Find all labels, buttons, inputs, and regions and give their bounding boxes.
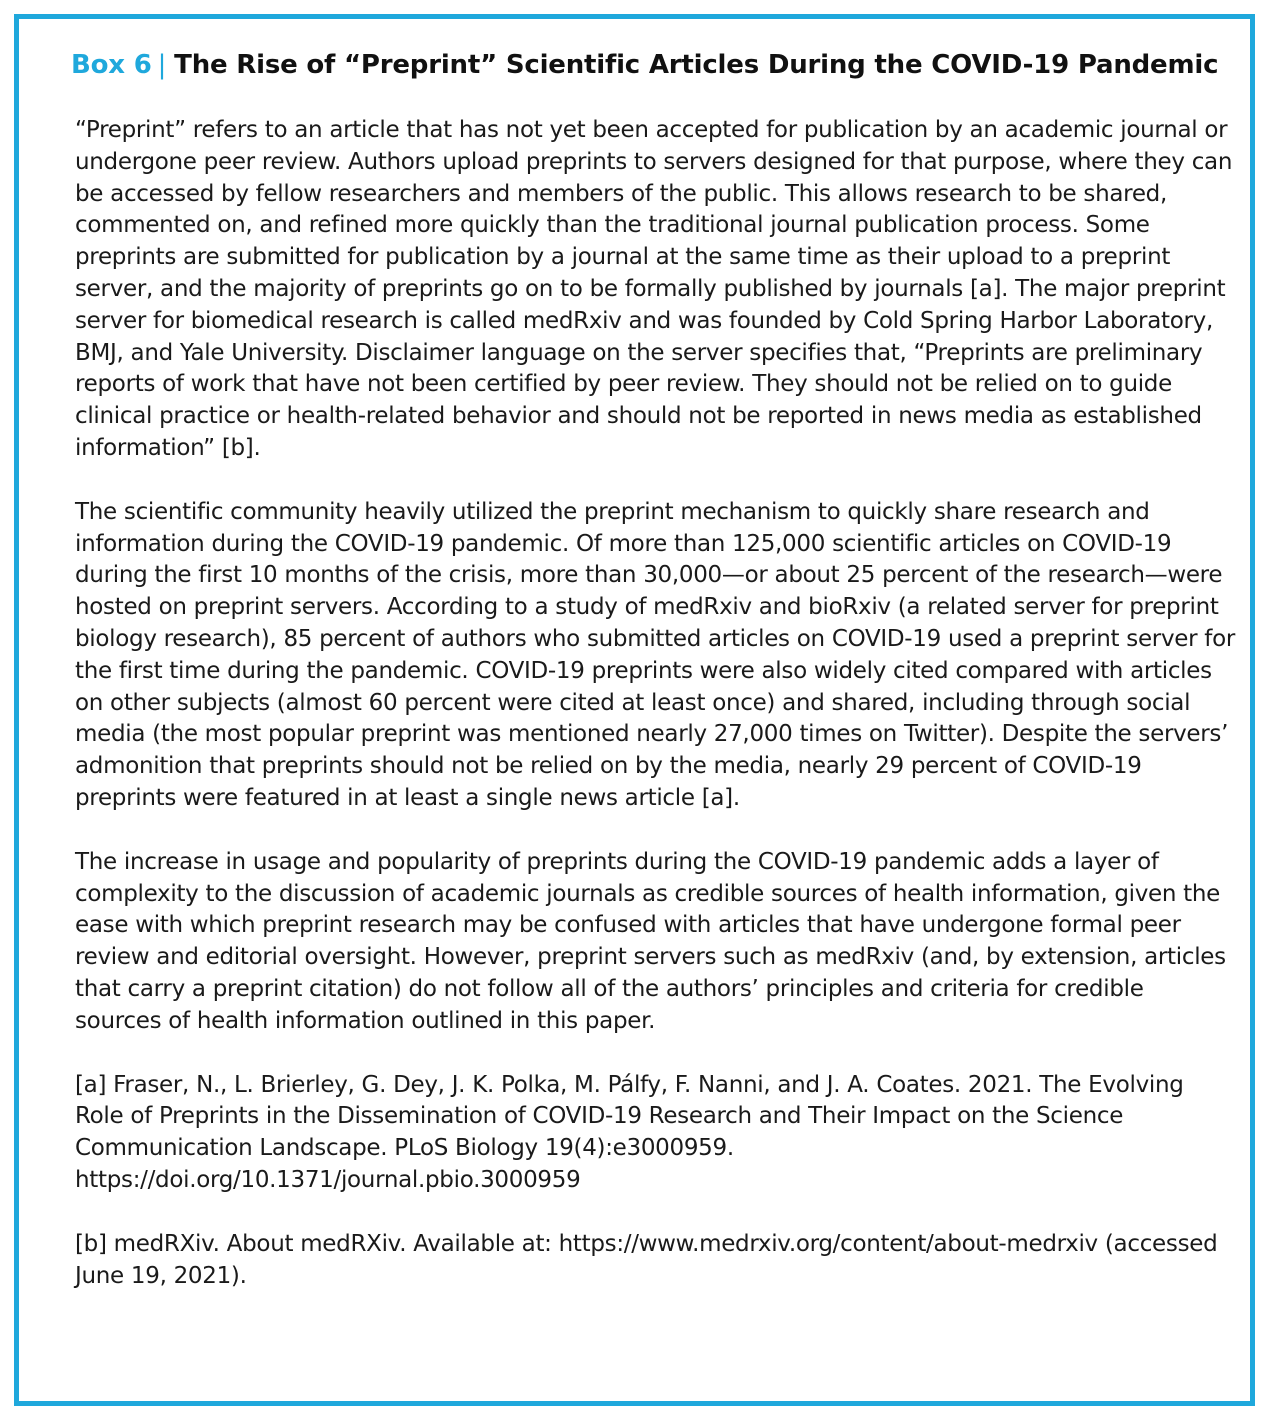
box-title-text: The Rise of “Preprint” Scientific Articles During the COVID-19 Pandemic — [174, 50, 1219, 80]
reference-b: [b] medRXiv. About medRXiv. Available at: https://www.medrxiv.org/content/about-medrxiv (accessed June 19, 2021). — [75, 1230, 1218, 1289]
box-label: Box 6 — [71, 50, 152, 80]
paragraph-implications: The increase in usage and popularity of preprints during the COVID-19 pandemic adds a layer of complexity to the discussion of academic journals as credible sources of health information, given the ease with which preprint research may be confused with articles that have undergone formal peer review and editorial oversight. However, preprint servers such as medRxiv (and, by extension, articles that carry a preprint citation) do not follow all of the authors’ principles and criteria for credible sources of health information outlined in this paper. — [75, 848, 1226, 1034]
sidebar-box — [14, 14, 1255, 1406]
title-separator: | — [157, 50, 167, 80]
box-title — [71, 47, 1251, 83]
box-content — [75, 115, 1235, 1324]
references — [75, 1070, 1235, 1293]
paragraph-usage: The scientific community heavily utilized the preprint mechanism to quickly share research and information during the COVID-19 pandemic. Of more than 125,000 scientific articles on COVID-19 during the first 10 months of the crisis, more than 30,000—or about 25 percent of the research—were hosted on preprint servers. According to a study of medRxiv and bioRxiv (a related server for preprint biology research), 85 percent of authors who submitted articles on COVID-19 used a preprint server for the first time during the pandemic. COVID-19 preprints were also widely cited compared with articles on other subjects (almost 60 percent were cited at least once) and shared, including through social media (the most popular preprint was mentioned nearly 27,000 times on Twitter). Despite the servers’ admonition that preprints should not be relied on by the media, nearly 29 percent of COVID-19 preprints were featured in at least a single news article [a]. — [75, 498, 1235, 811]
paragraph-intro: “Preprint” refers to an article that has not yet been accepted for publication by an academic journal or undergone peer review. Authors upload preprints to servers designed for that purpose, where they can be accessed by fellow researchers and members of the public. This allows research to be shared, commented on, and refined more quickly than the traditional journal publication process. Some preprints are submitted for publication by a journal at the same time as their upload to a preprint server, and the majority of preprints go on to be formally published by journals [a]. The major preprint server for biomedical research is called medRxiv and was founded by Cold Spring Harbor Laboratory, BMJ, and Yale University. Disclaimer language on the server specifies that, “Preprints are preliminary reports of work that have not been certified by peer review. They should not be relied on to guide clinical practice or health-related behavior and should not be reported in news media as established information” [b]. — [75, 117, 1233, 461]
reference-a: [a] Fraser, N., L. Brierley, G. Dey, J. K. Polka, M. Pálfy, F. Nanni, and J. A. Coates. 2021. The Evolving Role of Preprints in the Dissemination of COVID-19 Research and Their Impact on the Science Communication Landscape. PLoS Biology 19(4):e3000959. https://doi.org/10.1371/journal.pbio.3000959 — [75, 1071, 1184, 1193]
